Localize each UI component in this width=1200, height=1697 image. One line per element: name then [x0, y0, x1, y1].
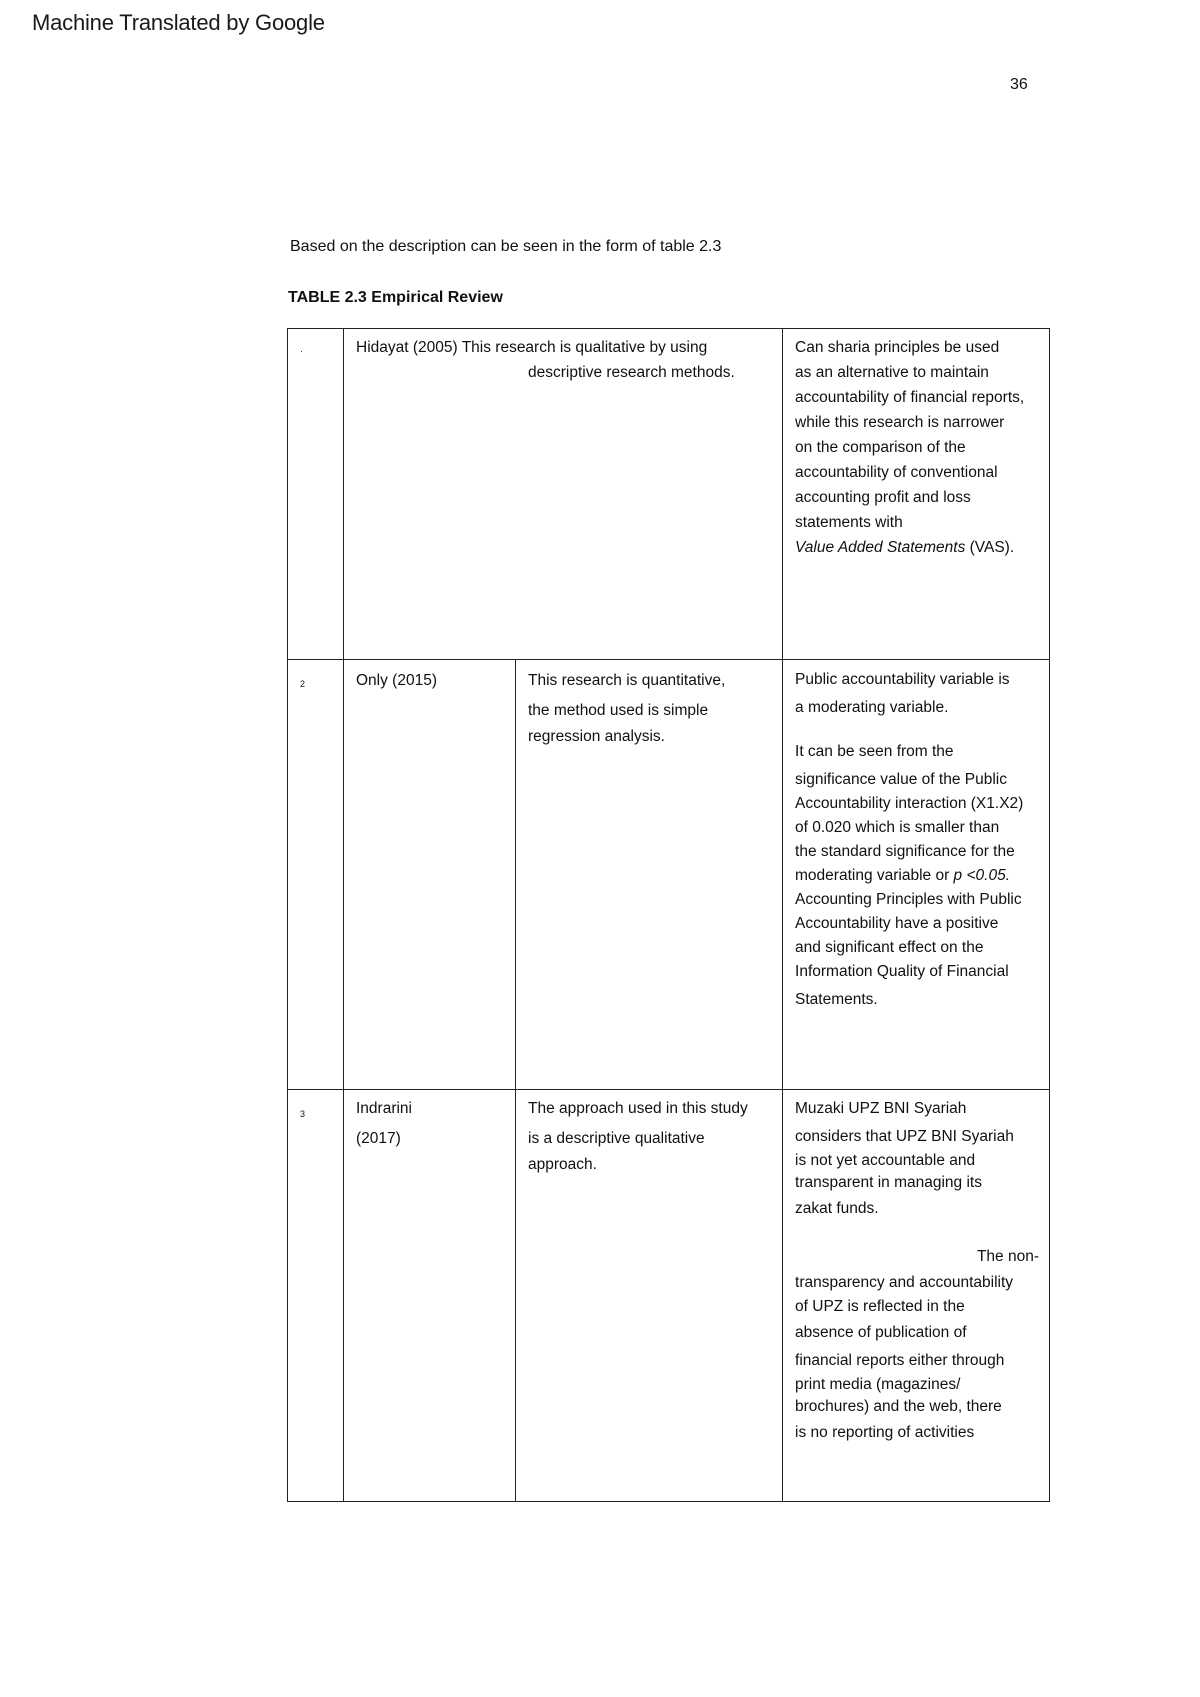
result-line: The non-: [976, 1248, 1040, 1265]
result-line: is no reporting of activities: [795, 1424, 975, 1441]
row-number: ·: [288, 329, 344, 660]
table-caption: TABLE 2.3 Empirical Review: [288, 289, 503, 306]
result-line: brochures) and the web, there: [795, 1398, 1002, 1415]
result-line: absence of publication of: [795, 1324, 967, 1341]
result-line: zakat funds.: [795, 1200, 879, 1217]
table-row: [288, 1090, 1050, 1502]
result-line: It can be seen from the: [795, 743, 954, 760]
machine-translation-banner: Machine Translated by Google: [32, 10, 325, 35]
result-line: Public accountability variable is: [795, 671, 1010, 688]
result-cell: [783, 660, 1050, 1090]
result-line: on the comparison of the: [795, 439, 966, 456]
result-line: financial reports either through: [795, 1352, 1005, 1369]
result-line: transparent in managing its: [795, 1174, 982, 1191]
method-cell: [516, 1090, 783, 1502]
row-number: 2: [288, 660, 344, 1090]
italic-term: Value Added Statements: [795, 539, 966, 556]
result-line: considers that UPZ BNI Syariah: [795, 1128, 1014, 1145]
result-line: a moderating variable.: [795, 699, 949, 716]
result-line: of 0.020 which is smaller than: [795, 819, 1000, 836]
result-line: Accountability have a positive: [795, 915, 999, 932]
intro-paragraph: Based on the description can be seen in the form of table 2.3: [290, 238, 722, 255]
table-row: [288, 660, 1050, 1090]
table-row: [288, 329, 1050, 660]
result-line: print media (magazines/: [795, 1376, 961, 1393]
method-line: This research is quantitative,: [528, 672, 726, 689]
author-cell: [344, 660, 516, 1090]
result-tail: (VAS).: [965, 539, 1015, 556]
result-line: Statements.: [795, 991, 878, 1008]
result-line: accountability of conventional: [795, 464, 998, 481]
author-line: (2017): [356, 1130, 401, 1147]
result-line: Accounting Principles with Public: [795, 891, 1022, 908]
author-line: Indrarini: [356, 1100, 412, 1117]
method-line: approach.: [528, 1156, 597, 1173]
row-number: 3: [288, 1090, 344, 1502]
result-cell: [783, 329, 1050, 660]
result-line: [795, 862, 1039, 890]
result-line: as an alternative to maintain: [795, 364, 989, 381]
result-line: accounting profit and loss: [795, 489, 971, 506]
method-cell: [516, 660, 783, 1090]
result-line: while this research is narrower: [795, 414, 1005, 431]
result-line: statements with: [795, 514, 903, 531]
result-line: [795, 535, 1039, 560]
result-line: of UPZ is reflected in the: [795, 1298, 965, 1315]
result-text: moderating variable or: [795, 867, 954, 884]
author-cell: [344, 1090, 516, 1502]
method-line: regression analysis.: [528, 728, 665, 745]
result-line: Accountability interaction (X1.X2): [795, 795, 1024, 812]
result-line: and significant effect on the: [795, 939, 984, 956]
author-text: Only (2015): [356, 672, 437, 689]
result-line: Muzaki UPZ BNI Syariah: [795, 1100, 967, 1117]
result-line: is not yet accountable and: [795, 1152, 976, 1169]
result-line: Information Quality of Financial: [795, 963, 1009, 980]
empirical-review-table: [287, 328, 1050, 1502]
author-method-cell: [344, 329, 783, 660]
page-number: 36: [1010, 76, 1028, 93]
method-line: The approach used in this study: [528, 1100, 748, 1117]
italic-term: p <0.05.: [953, 867, 1010, 884]
method-line: is a descriptive qualitative: [528, 1130, 705, 1147]
result-line: significance value of the Public: [795, 771, 1007, 788]
result-line: transparency and accountability: [795, 1274, 1014, 1291]
method-text: descriptive research methods.: [528, 364, 735, 381]
result-line: the standard significance for the: [795, 843, 1015, 860]
author-text: Hidayat (2005) This research is qualitative by using: [356, 339, 708, 356]
result-cell: [783, 1090, 1050, 1502]
result-line: Can sharia principles be used: [795, 339, 1000, 356]
result-line: accountability of financial reports,: [795, 389, 1025, 406]
method-line: the method used is simple: [528, 702, 709, 719]
